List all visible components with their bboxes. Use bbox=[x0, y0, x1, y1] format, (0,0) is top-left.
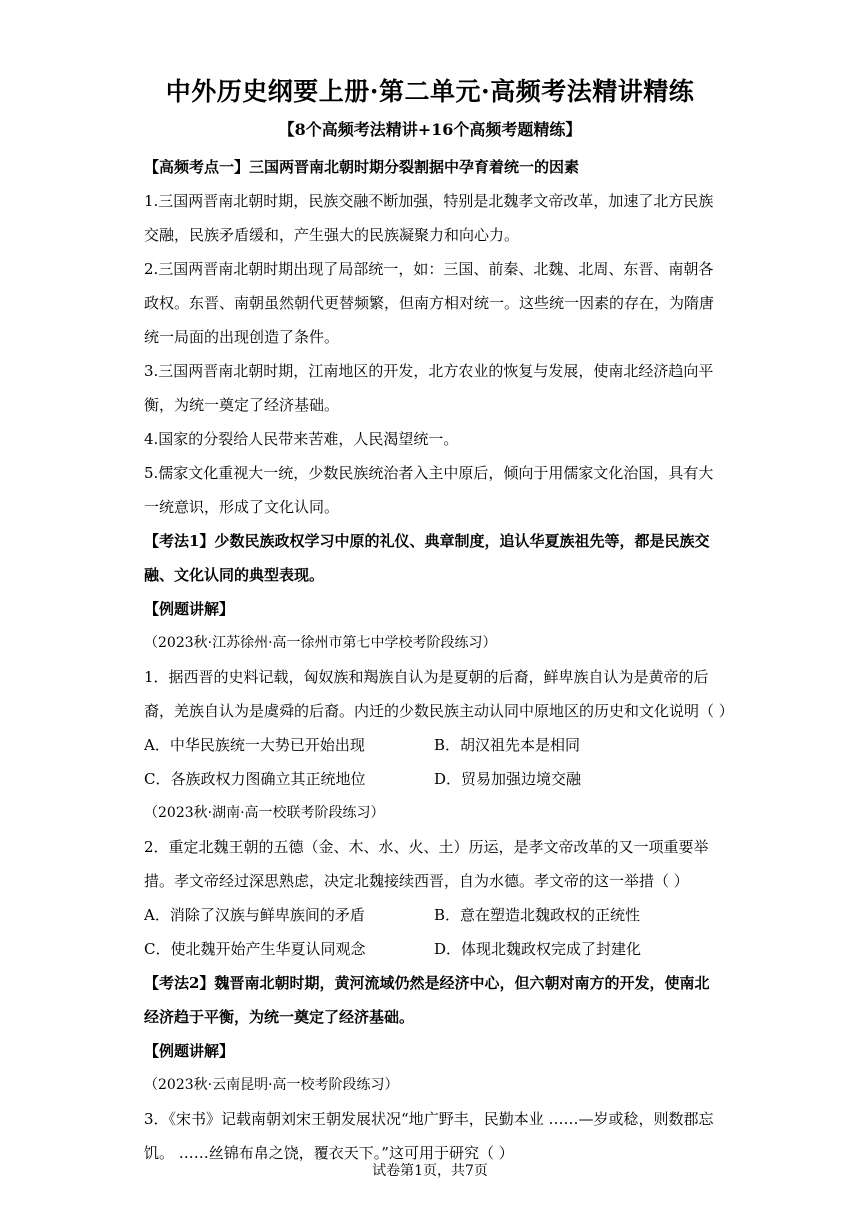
q2-source: （2023秋·湖南·高一校联考阶段练习） bbox=[144, 805, 385, 821]
point1-heading: 【高频考点一】三国两晋南北朝时期分裂割据中孕育着统一的因素 bbox=[144, 158, 580, 176]
method2-line2: 经济趋于平衡，为统一奠定了经济基础。 bbox=[144, 1008, 415, 1026]
point1-p2-line3: 统一局面的出现创造了条件。 bbox=[144, 328, 340, 346]
point1-p1-line2: 交融，民族矛盾缓和，产生强大的民族凝聚力和向心力。 bbox=[144, 226, 520, 244]
method1-line1: 【考法1】少数民族政权学习中原的礼仪、典章制度，追认华夏族祖先等，都是民族交 bbox=[144, 532, 710, 550]
q3-stem-line1: 3．《宋书》记载南朝刘宋王朝发展状况“地广野丰，民勤本业 ……—岁或稔，则数郡忘 bbox=[144, 1110, 714, 1128]
point1-p5-line2: 一统意识，形成了文化认同。 bbox=[144, 498, 340, 516]
q1-option-c: C．各族政权力图确立其正统地位 bbox=[144, 770, 366, 788]
q2-option-a: A．消除了汉族与鲜卑族间的矛盾 bbox=[144, 906, 365, 924]
point1-p1-line1: 1.三国两晋南北朝时期，民族交融不断加强，特别是北魏孝文帝改革，加速了北方民族 bbox=[144, 192, 714, 210]
method2-example-label: 【例题讲解】 bbox=[144, 1042, 235, 1060]
q2-options-row1 bbox=[144, 898, 724, 932]
point1-p3-line1: 3.三国两晋南北朝时期，江南地区的开发，北方农业的恢复与发展，使南北经济趋向平 bbox=[144, 362, 714, 380]
q3-source: （2023秋·云南昆明·高一校考阶段练习） bbox=[144, 1077, 399, 1093]
q2-stem-line2: 措。孝文帝经过深思熟虑，决定北魏接续西晋，自为水德。孝文帝的这一举措（ ） bbox=[144, 872, 689, 890]
q1-options-row1 bbox=[144, 728, 724, 762]
point1-p5-line1: 5.儒家文化重视大一统，少数民族统治者入主中原后，倾向于用儒家文化治国，具有大 bbox=[144, 464, 714, 482]
method1-example-label: 【例题讲解】 bbox=[144, 600, 235, 618]
point1-p2-line1: 2.三国两晋南北朝时期出现了局部统一，如：三国、前秦、北魏、北周、东晋、南朝各 bbox=[144, 260, 714, 278]
point1-p4-line1: 4.国家的分裂给人民带来苦难，人民渴望统一。 bbox=[144, 430, 459, 448]
q2-option-d: D．体现北魏政权完成了封建化 bbox=[434, 940, 642, 958]
q1-option-b: B．胡汉祖先本是相同 bbox=[434, 736, 581, 754]
q2-options-row2 bbox=[144, 932, 724, 966]
page-footer: 试卷第1页，共7页 bbox=[372, 1163, 488, 1179]
method2-line1: 【考法2】魏晋南北朝时期，黄河流域仍然是经济中心，但六朝对南方的开发，使南北 bbox=[144, 974, 710, 992]
q2-option-c: C．使北魏开始产生华夏认同观念 bbox=[144, 940, 366, 958]
q1-option-d: D．贸易加强边境交融 bbox=[434, 770, 582, 788]
q3-stem-line2: 饥。 ……丝锦布帛之饶，覆衣天下。”这可用于研究（ ） bbox=[144, 1144, 514, 1162]
q2-stem-line1: 2．重定北魏王朝的五德（金、木、水、火、土）历运，是孝文帝改革的又一项重要举 bbox=[144, 838, 709, 856]
q1-source: （2023秋·江苏徐州·高一徐州市第七中学校考阶段练习） bbox=[144, 635, 497, 651]
point1-p3-line2: 衡，为统一奠定了经济基础。 bbox=[144, 396, 340, 414]
method1-line2: 融、文化认同的典型表现。 bbox=[144, 566, 325, 584]
q1-options-row2 bbox=[144, 762, 724, 796]
document-body bbox=[144, 150, 734, 1170]
document-title: 中外历史纲要上册·第二单元·高频考法精讲精练 bbox=[165, 77, 695, 106]
q1-option-a: A．中华民族统一大势已开始出现 bbox=[144, 736, 365, 754]
q1-stem-line1: 1．据西晋的史料记载，匈奴族和羯族自认为是夏朝的后裔，鲜卑族自认为是黄帝的后 bbox=[144, 668, 709, 686]
q2-option-b: B．意在塑造北魏政权的正统性 bbox=[434, 906, 641, 924]
document-subtitle: 【8个高频考法精讲+16个高频考题精练】 bbox=[278, 120, 582, 139]
point1-p2-line2: 政权。东晋、南朝虽然朝代更替频繁，但南方相对统一。这些统一因素的存在，为隋唐 bbox=[144, 294, 715, 312]
q1-stem-line2: 裔，羌族自认为是虞舜的后裔。内迁的少数民族主动认同中原地区的历史和文化说明（ ） bbox=[144, 702, 734, 720]
